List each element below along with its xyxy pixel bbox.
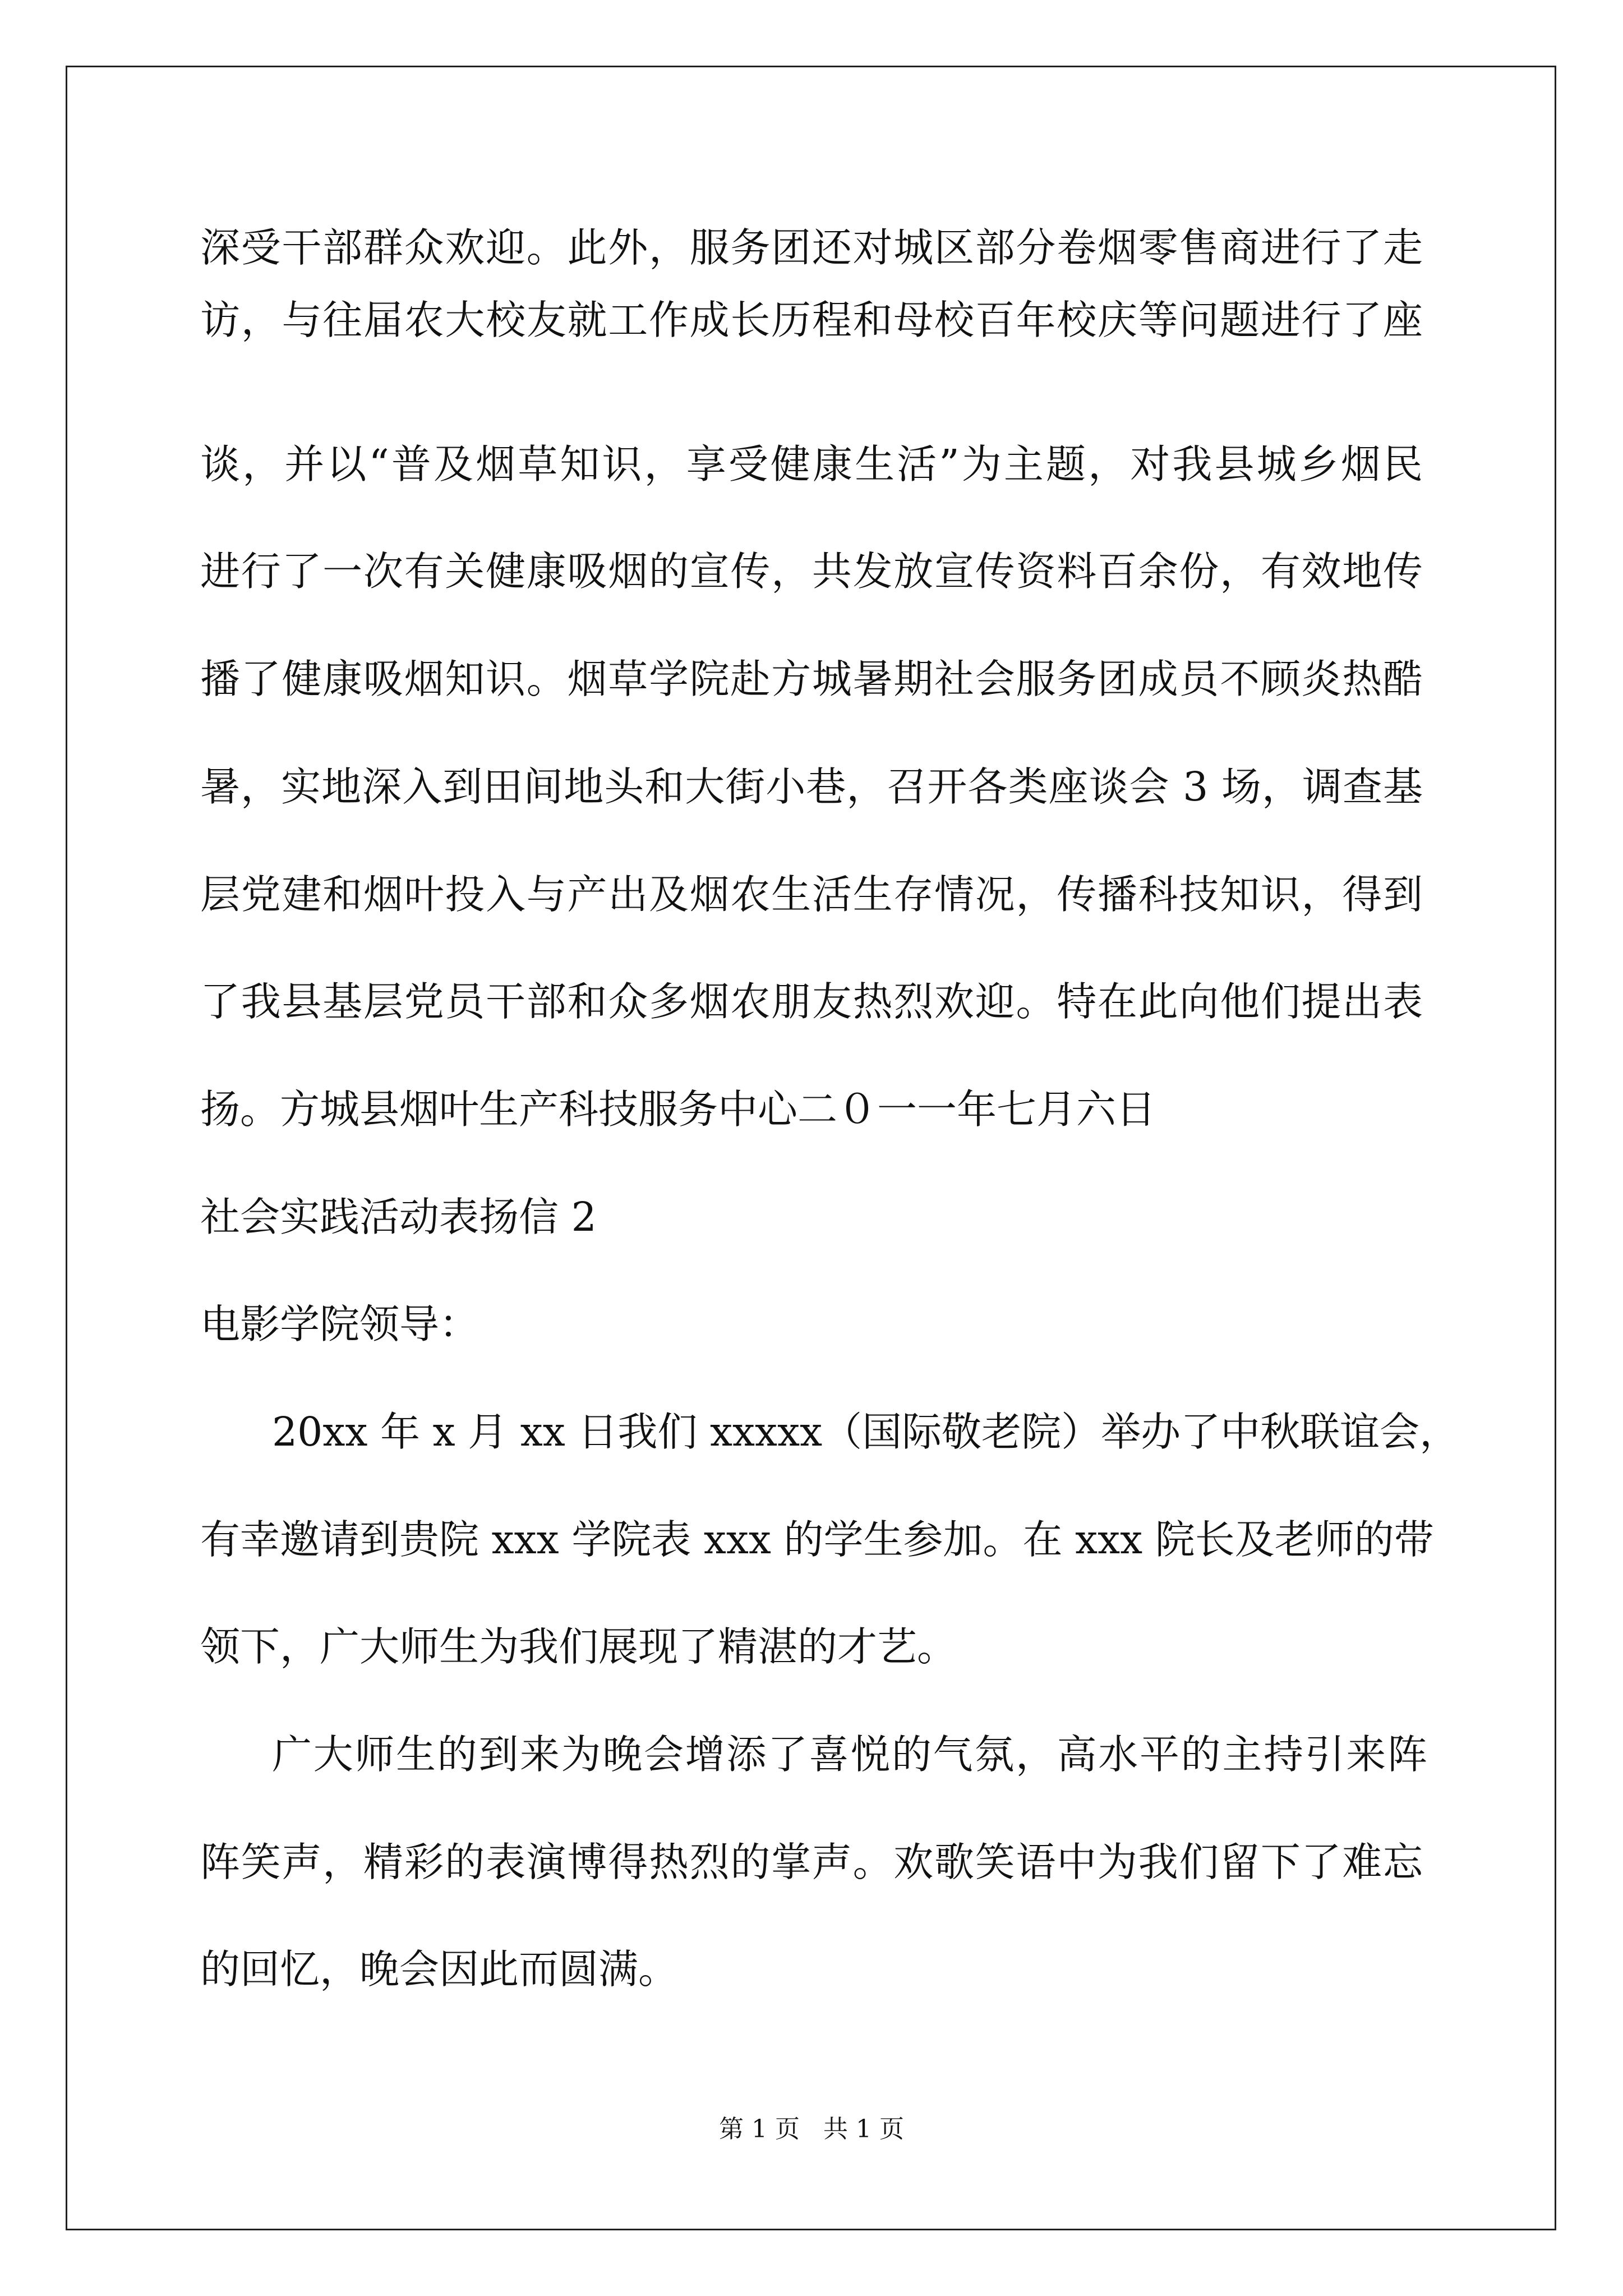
- body-line-11: 领下，广大师生为我们展现了精湛的才艺。: [200, 1623, 957, 1670]
- section-title: 社会实践活动表扬信 2: [200, 1194, 597, 1240]
- page-footer: [0, 2113, 1623, 2146]
- body-line-14: 的回忆，晚会因此而圆满。: [200, 1946, 679, 1993]
- body-line-10: 有幸邀请到贵院 xxx 学院表 xxx 的学生参加。在 xxx 院长及老师的带: [200, 1516, 1434, 1563]
- page-total: 共 1 页: [823, 2115, 904, 2143]
- body-line-12: 广大师生的到来为晚会增添了喜悦的气氛，高水平的主持引来阵: [272, 1731, 1427, 1778]
- body-line-4: 进行了一次有关健康吸烟的宣传，共发放宣传资料百余份，有效地传: [200, 548, 1423, 595]
- body-line-8: 了我县基层党员干部和众多烟农朋友热烈欢迎。特在此向他们提出表: [200, 978, 1423, 1025]
- body-line-13: 阵笑声，精彩的表演博得热烈的掌声。欢歌笑语中为我们留下了难忘: [200, 1839, 1423, 1885]
- body-line-3: 谈，并以“普及烟草知识，享受健康生活”为主题，对我县城乡烟民: [200, 441, 1423, 487]
- body-line-5: 播了健康吸烟知识。烟草学院赴方城暑期社会服务团成员不顾炎热酷: [200, 656, 1423, 702]
- signature-line: 扬。方城县烟叶生产科技服务中心二０一一年七月六日: [200, 1086, 1156, 1133]
- body-line-1: 深受干部群众欢迎。此外，服务团还对城区部分卷烟零售商进行了走: [200, 224, 1423, 271]
- body-line-6: 暑，实地深入到田间地头和大街小巷，召开各类座谈会 3 场，调查基: [200, 763, 1423, 810]
- page-border: [66, 66, 1556, 2230]
- page-number: 第 1 页: [719, 2115, 800, 2143]
- body-line-7: 层党建和烟叶投入与产出及烟农生活生存情况，传播科技知识，得到: [200, 871, 1423, 918]
- body-line-2: 访，与往届农大校友就工作成长历程和母校百年校庆等问题进行了座: [200, 297, 1423, 343]
- body-line-9: 20xx 年 x 月 xx 日我们 xxxxx（国际敬老院）举办了中秋联谊会，: [272, 1409, 1460, 1455]
- salutation: 电影学院领导：: [200, 1301, 479, 1347]
